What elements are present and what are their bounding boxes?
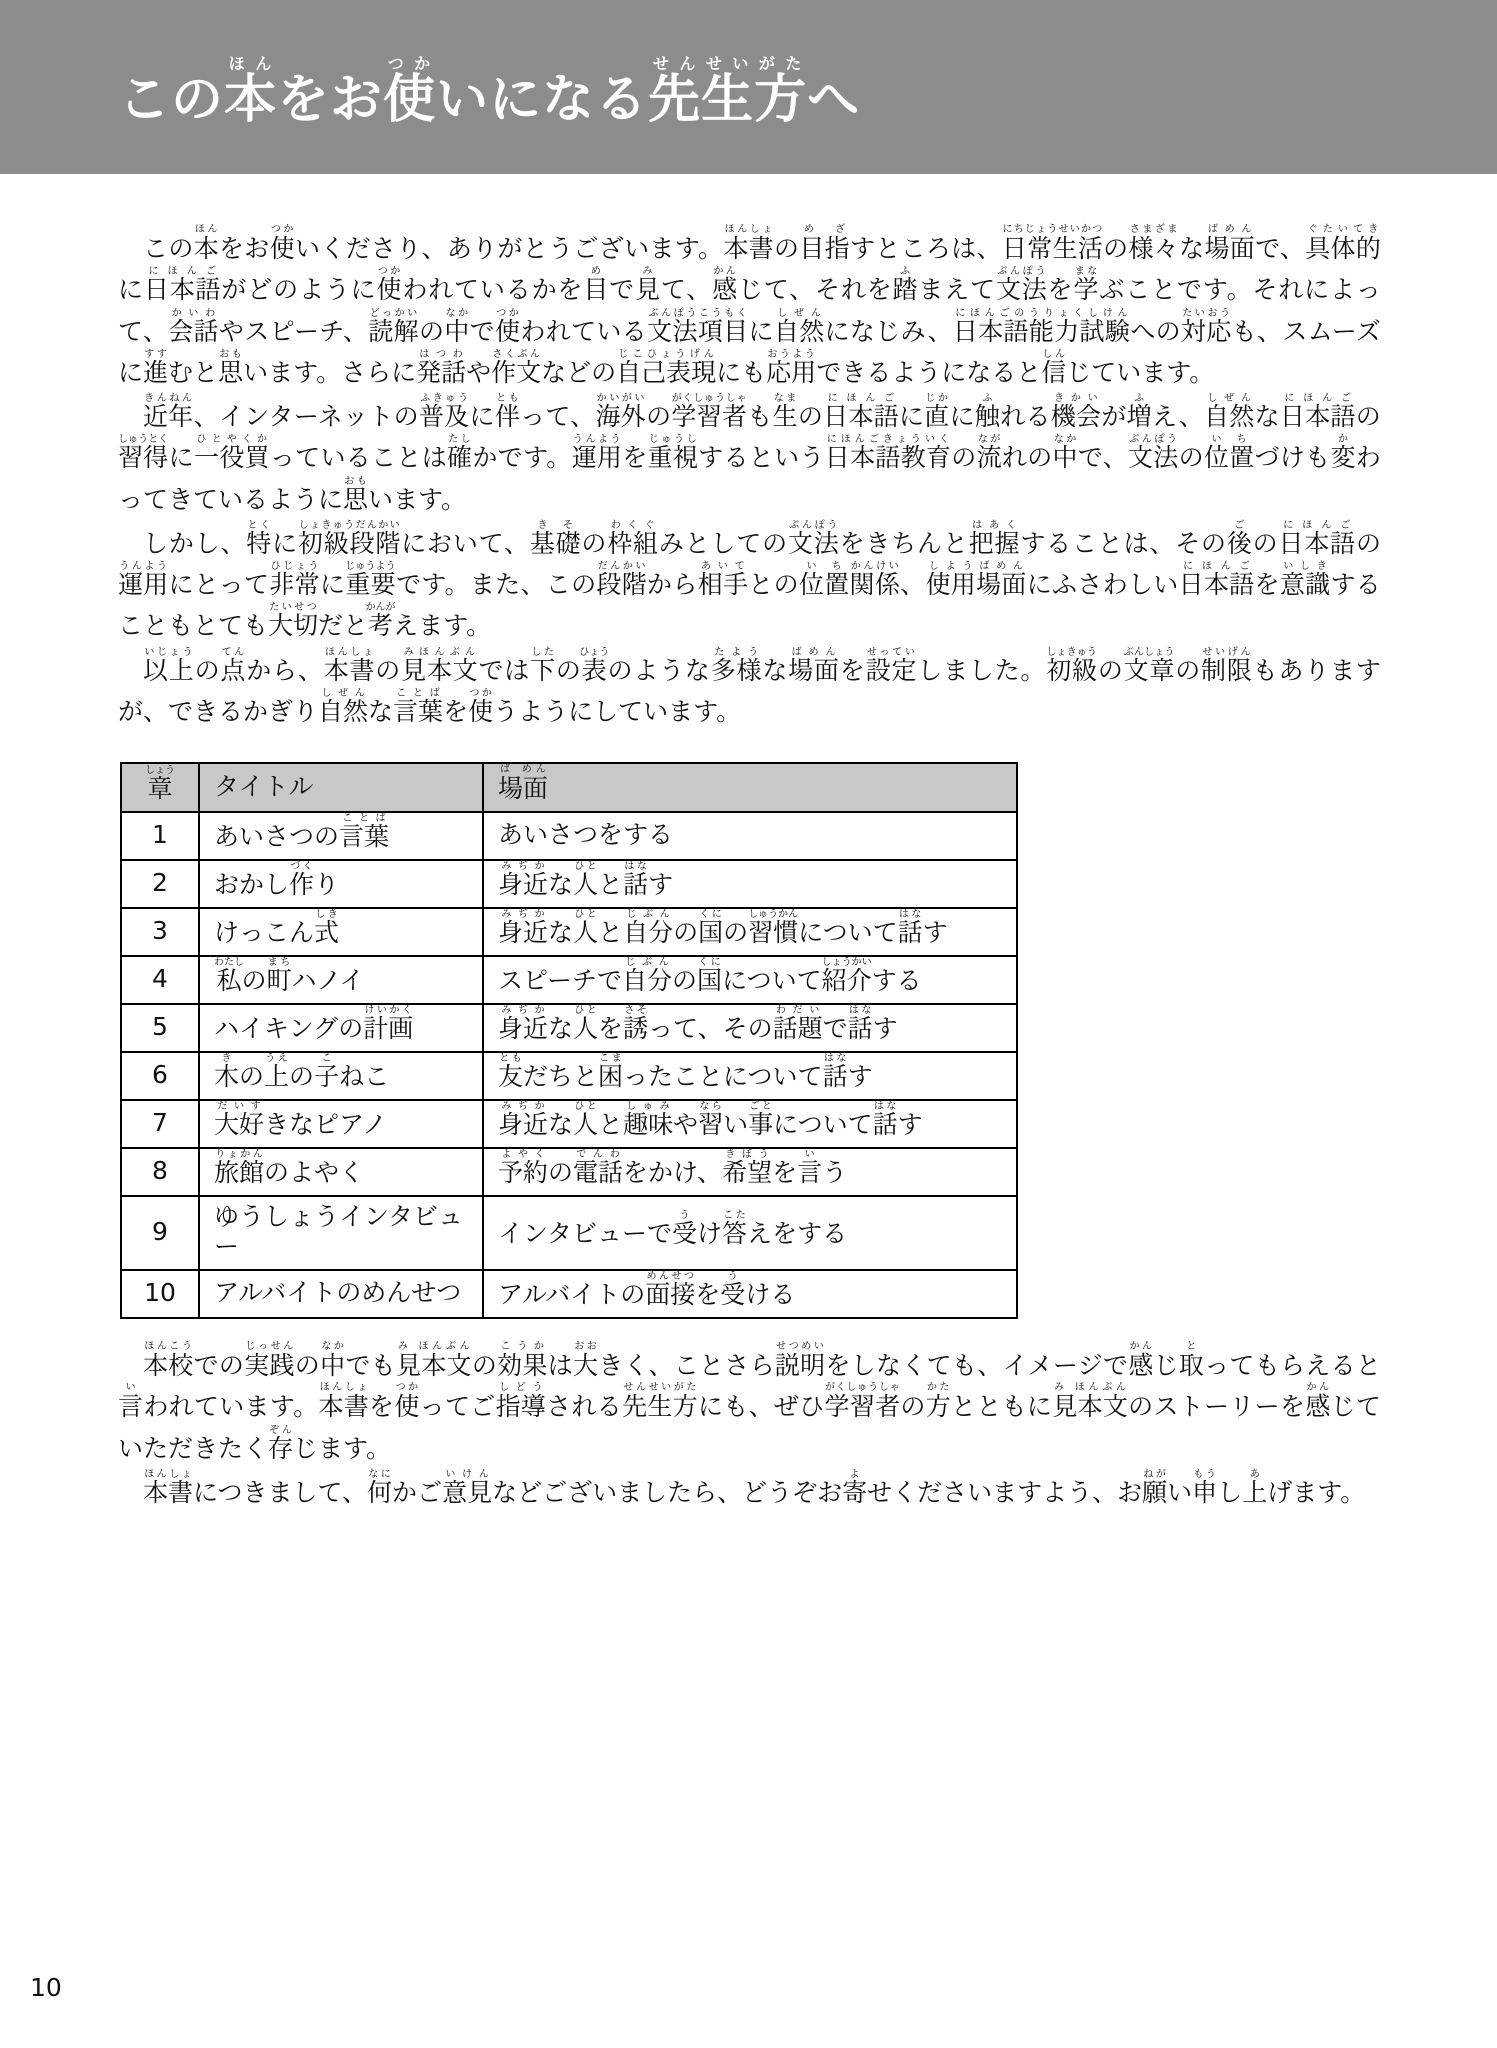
table-row — [121, 956, 1017, 1004]
header-scene: 場面ば めん — [483, 763, 1017, 812]
page-content — [0, 174, 1497, 1513]
chapter-scene: 身近みぢかな人ひとを誘さそって、その話題わだいで話はなす — [483, 1004, 1017, 1052]
table-row — [121, 1100, 1017, 1148]
chapter-scene: 予約よやくの電話でんわをかけ、希望きぼうを言いう — [483, 1148, 1017, 1196]
chapter-number: 5 — [121, 1004, 199, 1052]
chapter-scene: インタビューで受うけ答こたえをする — [483, 1196, 1017, 1270]
chapter-scene: あいさつをする — [483, 812, 1017, 860]
closing-paragraph-1: 本校ほんこうでの実践じっせんの中なかでも見本文み ほんぶんの効果こうかは大おおきく、ことさら説明せつめいをしなくても、イメージで感かんじ取とってもらえると言いわれています。本書ほんしょを使つかってご指導しどうされる先生方せんせいがたにも、ぜひ学習者がくしゅうしゃの方かたとともに見本文み ほんぶんのストーリーを感かんじていただきたく存ぞんじます。 — [118, 1341, 1381, 1463]
intro-paragraph-3: しかし、特とくに初級段階しょきゅうだんかいにおいて、基礎きその枠組わくぐみとしての文法ぶんぽうをきちんと把握はあくすることは、その後ごの日本語にほんごの運用うんようにとって非常ひじょうに重要じゅうようです。また、この段階だんかいから相手あいてとの位置いち関係かんけい、使用場面しようばめんにふさわしい日本語にほんごを意識いしきすることもとても大切たいせつだと考かんがえます。 — [118, 519, 1381, 641]
chapter-scene: 友ともだちと困こまったことについて話はなす — [483, 1052, 1017, 1100]
table-row — [121, 908, 1017, 956]
chapter-number: 4 — [121, 956, 199, 1004]
header-title: タイトル — [199, 763, 483, 812]
chapter-scene: 身近みぢかな人ひとと話はなす — [483, 860, 1017, 908]
table-row — [121, 1196, 1017, 1270]
chapter-number: 3 — [121, 908, 199, 956]
table-row — [121, 1004, 1017, 1052]
page-number: 10 — [30, 1973, 62, 2002]
chapter-number: 6 — [121, 1052, 199, 1100]
chapter-table-body — [121, 812, 1017, 1318]
chapter-title: 大好だいすきなピアノ — [199, 1100, 483, 1148]
page-banner — [0, 0, 1497, 174]
intro-paragraph-4: 以上いじょうの点てんから、本書ほんしょの見本文みほんぶんでは下したの表ひょうのような多様たような場面ばめんを設定せっていしました。初級しょきゅうの文章ぶんしょうの制限せいげんもありますが、できるかぎり自然しぜんな言葉ことばを使つかうようにしています。 — [118, 646, 1381, 726]
chapter-title: 私わたしの町まちハノイ — [199, 956, 483, 1004]
chapter-number: 10 — [121, 1270, 199, 1318]
chapter-title: ゆうしょうインタビュー — [199, 1196, 483, 1270]
closing-paragraph-2: 本書ほんしょにつきまして、何なにかご意見いけんなどございましたら、どうぞお寄よせくださいますよう、お願ねがい申もうし上あげます。 — [143, 1468, 1366, 1507]
chapter-title: ハイキングの計画けいかく — [199, 1004, 483, 1052]
table-header-row — [121, 763, 1017, 812]
chapter-title: 旅館りょかんのよやく — [199, 1148, 483, 1196]
intro-paragraph-1: この本ほんをお使つかいくださり、ありがとうございます。本書ほんしょの目指め ざすところは、日常生活にちじょうせいかつの様々さまざまな場面ばめんで、具体的ぐたいてきに日本語にほんごがどのように使つかわれているかを目めで見みて、感かんじて、それを踏ふまえて文法ぶんぽうを学まなぶことです。それによって、会話かいわやスピーチ、読解どっかいの中なかで使つかわれている文法項目ぶんぽうこうもくに自然しぜんになじみ、日本語能力試験にほんごのうりょくしけんへの対応たいおうも、スムーズに進すすむと思おもいます。さらに発話はつわや作文さくぶんなどの自己表現じこひょうげんにも応用おうようできるようになると信しんじています。 — [118, 224, 1381, 387]
chapter-title: おかし作づくり — [199, 860, 483, 908]
table-row — [121, 1052, 1017, 1100]
chapter-title: けっこん式しき — [199, 908, 483, 956]
chapter-number: 2 — [121, 860, 199, 908]
header-chapter: 章しょう — [121, 763, 199, 812]
table-row — [121, 860, 1017, 908]
chapter-number: 8 — [121, 1148, 199, 1196]
chapter-number: 7 — [121, 1100, 199, 1148]
chapter-scene: 身近みぢかな人ひとと趣味しゅみや習ならい事ごとについて話はなす — [483, 1100, 1017, 1148]
chapter-scene: 身近みぢかな人ひとと自分じぶんの国くにの習慣しゅうかんについて話はなす — [483, 908, 1017, 956]
page-title: この本ほんをお使つかいになる先生方せんせいがたへ — [118, 53, 861, 130]
chapter-scene: アルバイトの面接めんせつを受うける — [483, 1270, 1017, 1318]
table-row — [121, 1148, 1017, 1196]
chapter-scene: スピーチで自分じぶんの国くにについて紹介しょうかいする — [483, 956, 1017, 1004]
chapter-title: アルバイトのめんせつ — [199, 1270, 483, 1318]
table-row — [121, 812, 1017, 860]
table-row — [121, 1270, 1017, 1318]
chapter-title: 木きの上うえの子こねこ — [199, 1052, 483, 1100]
chapter-table — [120, 762, 1018, 1319]
chapter-title: あいさつの言葉ことば — [199, 812, 483, 860]
intro-paragraph-2: 近年きんねん、インターネットの普及ふきゅうに伴ともって、海外かいがいの学習者がくしゅうしゃも生なまの日本語にほんごに直じかに触ふれる機会きかいが増ふえ、自然しぜんな日本語にほんごの習得しゅうとくに一役買ひとやくかっていることは確たしかです。運用うんようを重視じゅうしするという日本語教育にほんごきょういくの流ながれの中なかで、文法ぶんぽうの位置いちづけも変かわってきているように思おもいます。 — [118, 393, 1381, 514]
chapter-number: 9 — [121, 1196, 199, 1270]
chapter-number: 1 — [121, 812, 199, 860]
